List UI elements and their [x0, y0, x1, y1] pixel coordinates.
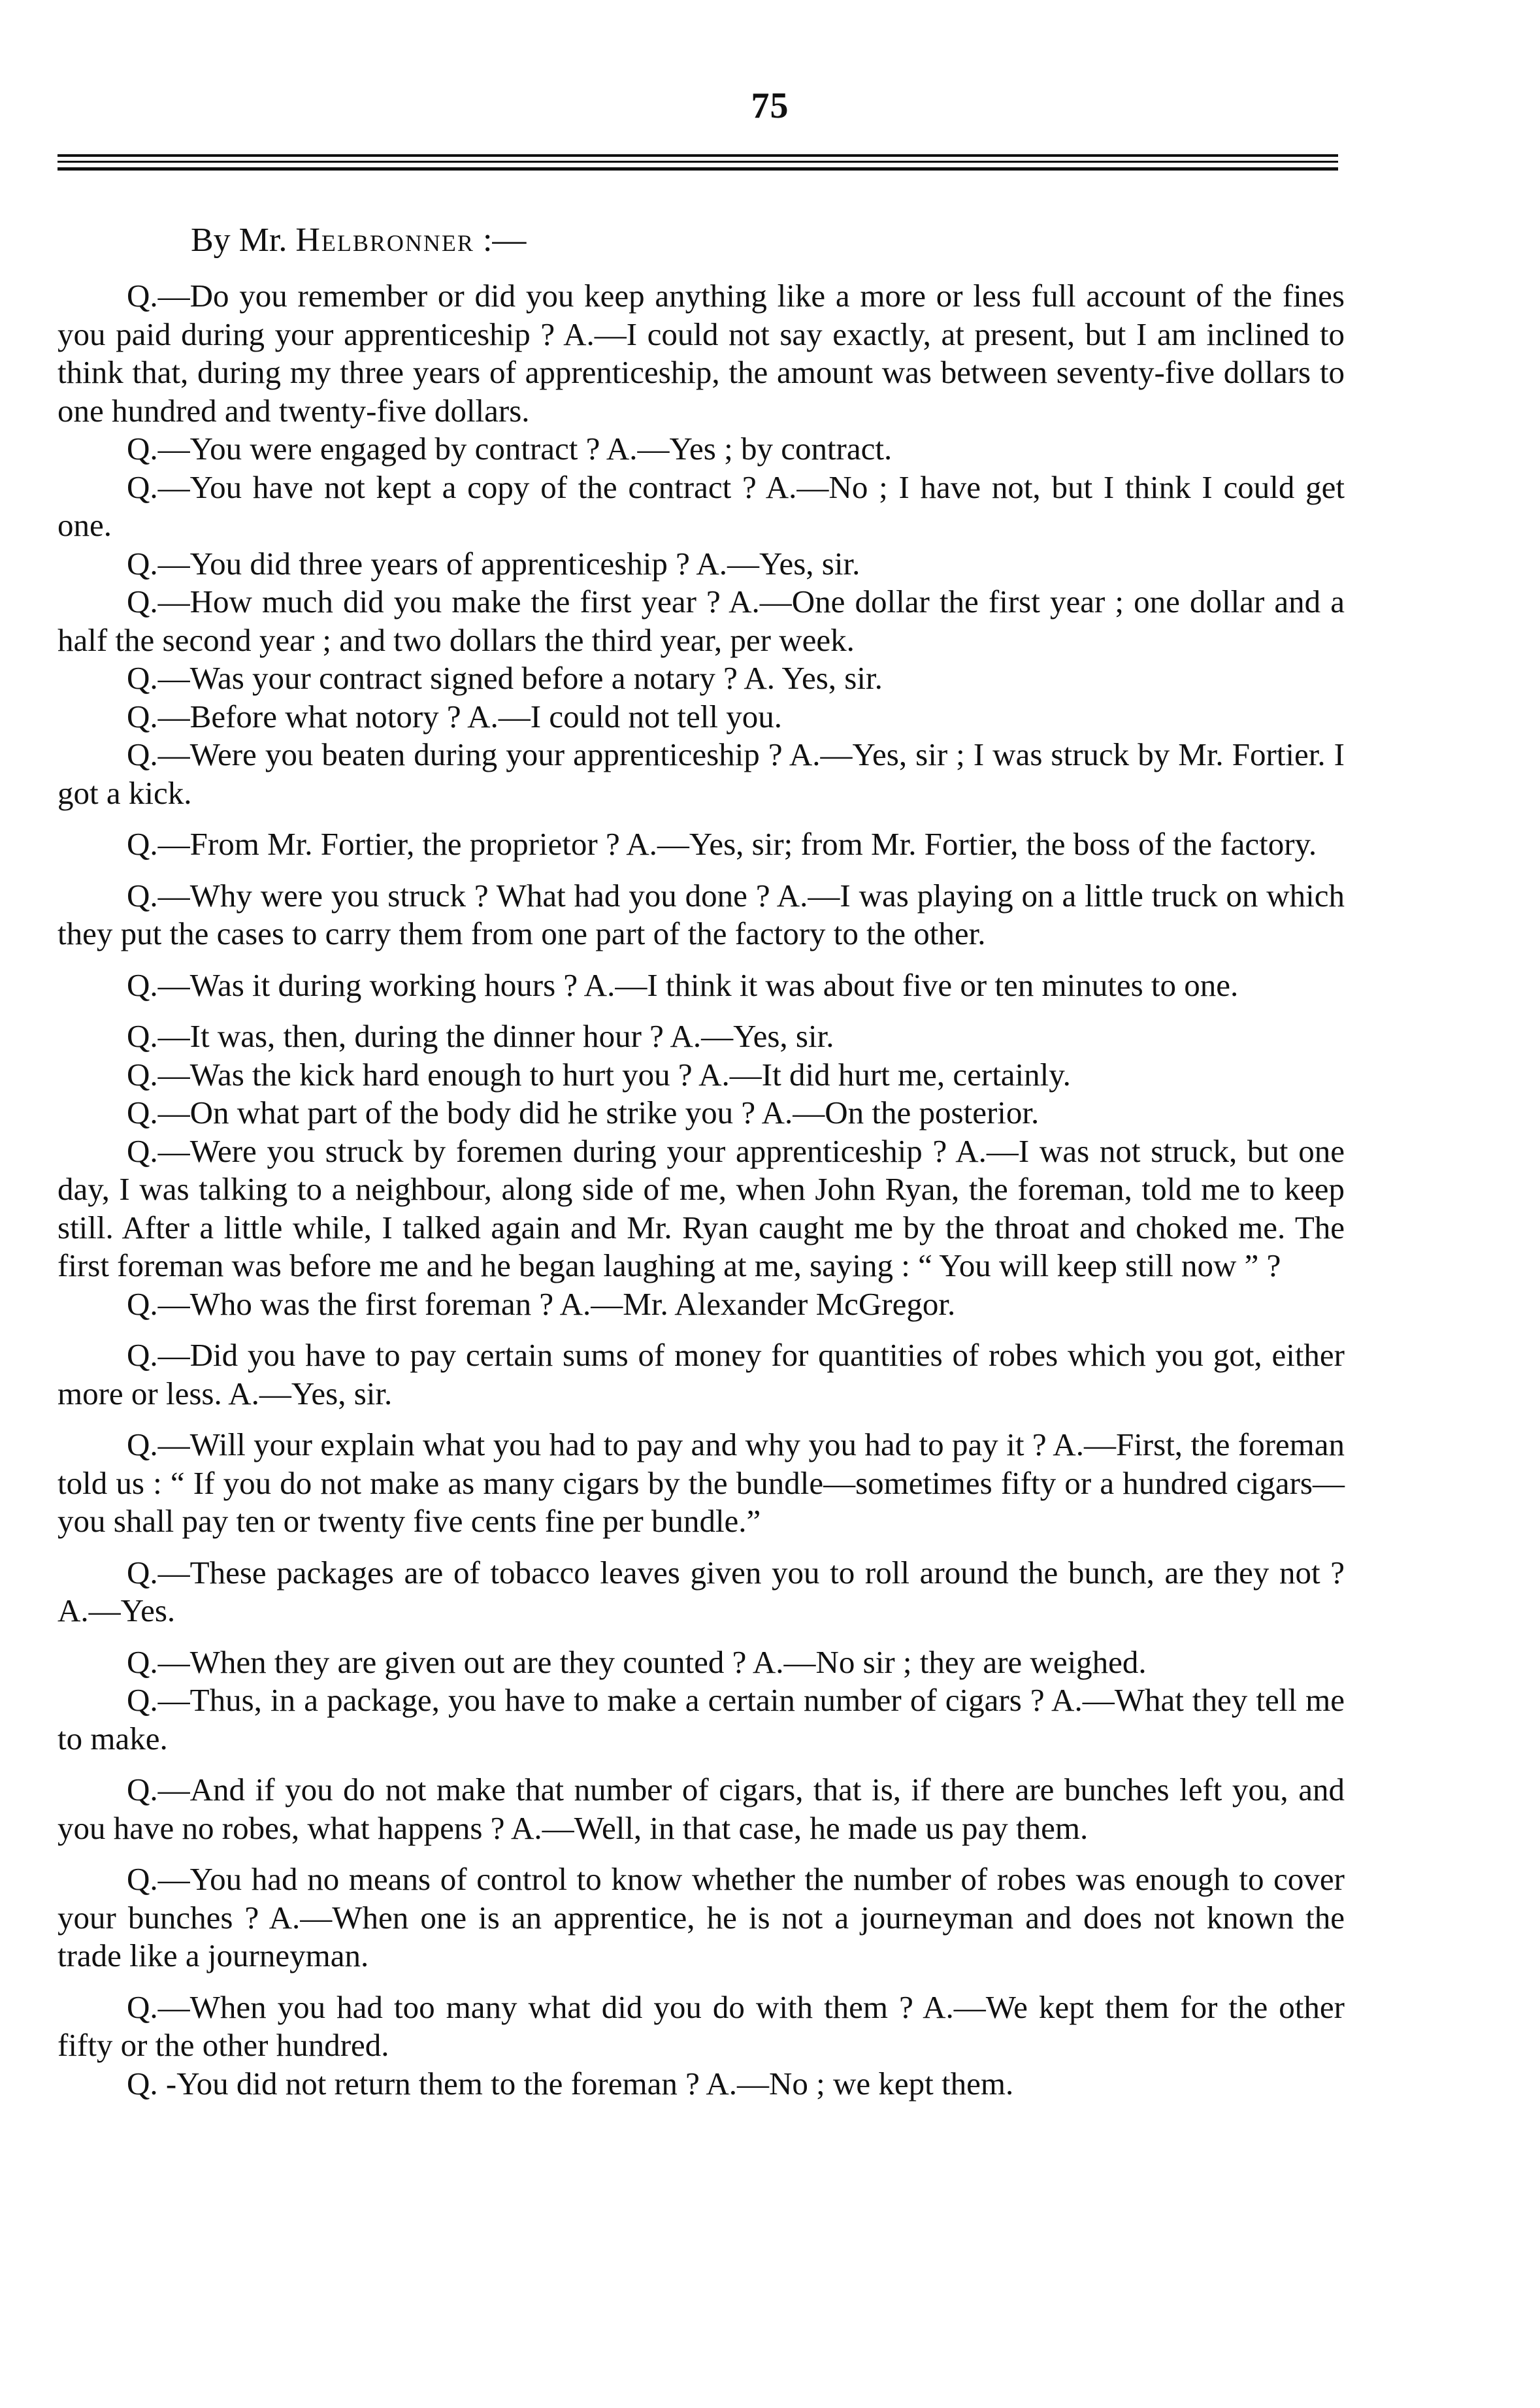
testimony-paragraph: Q.—Was your contract signed before a notary ? A. Yes, sir. [127, 660, 883, 696]
testimony-paragraph: Q.—It was, then, during the dinner hour ? A.—Yes, sir. [127, 1018, 834, 1054]
testimony-paragraph: Q. -You did not return them to the foreman ? A.—No ; we kept them. [127, 2065, 1014, 2102]
testimony-paragraph: Q.—Do you remember or did you keep anything like a more or less full account of the fines you paid during your apprenticeship ? A.—I could not say exactly, at present, but I am inclined to think that, during my three years of apprenticeship, the amount was between seventy-five dollars to one hundred and twenty-five dollars. [57, 278, 1345, 429]
testimony-paragraph: Q.—Did you have to pay certain sums of money for quantities of robes which you got, either more or less. A.—Yes, sir. [57, 1337, 1345, 1411]
heading-name: Helbronner [295, 222, 474, 259]
page-number: 75 [751, 86, 789, 126]
header-rule-bottom [57, 167, 1338, 171]
testimony-paragraph: Q.—Who was the first foreman ? A.—Mr. Alexander McGregor. [127, 1285, 956, 1322]
testimony-paragraph: Q.—How much did you make the first year ? A.—One dollar the first year ; one dollar and a half the second year ; and two dollars the third year, per week. [57, 584, 1345, 658]
testimony-paragraph: Q.—Were you beaten during your apprenticeship ? A.—Yes, sir ; I was struck by Mr. Fortier. I got a kick. [57, 736, 1345, 811]
testimony-paragraph: Q.—Was the kick hard enough to hurt you ? A.—It did hurt me, certainly. [127, 1056, 1071, 1093]
testimony-paragraph: Q.—Before what notory ? A.—I could not tell you. [127, 698, 782, 734]
testimony-paragraph: Q.—From Mr. Fortier, the proprietor ? A.—Yes, sir; from Mr. Fortier, the boss of the factory. [127, 826, 1317, 862]
testimony-paragraph: Q.—You did three years of apprenticeship ? A.—Yes, sir. [127, 545, 860, 582]
header-rule-middle [57, 161, 1338, 163]
examiner-heading [191, 221, 526, 259]
testimony-paragraph: Q.—Why were you struck ? What had you done ? A.—I was playing on a little truck on which they put the cases to carry them from one part of the factory to the other. [57, 877, 1345, 951]
header-rule-top [57, 154, 1338, 157]
testimony-paragraph: Q.—When you had too many what did you do with them ? A.—We kept them for the other fifty or the other hundred. [57, 1988, 1345, 2063]
testimony-paragraph: Q.—Thus, in a package, you have to make a certain number of cigars ? A.—What they tell me to make. [57, 1682, 1345, 1757]
testimony-paragraph: Q.—Was it during working hours ? A.—I think it was about five or ten minutes to one. [127, 966, 1239, 1003]
testimony-paragraph: Q.—These packages are of tobacco leaves given you to roll around the bunch, are they not ? A.—Yes. [57, 1554, 1345, 1628]
testimony-body [57, 277, 1345, 2103]
testimony-paragraph: Q.—And if you do not make that number of cigars, that is, if there are bunches left you, and you have no robes, what happens ? A.—Well, in that case, he made us pay them. [57, 1772, 1345, 1846]
heading-prefix: By Mr. [191, 222, 296, 259]
testimony-paragraph: Q.—You have not kept a copy of the contract ? A.—No ; I have not, but I think I could get one. [57, 469, 1345, 543]
testimony-paragraph: Q.—Were you struck by foremen during your apprenticeship ? A.—I was not struck, but one day, I was talking to a neighbour, along side of me, when John Ryan, the foreman, told me to keep still. After a little while, I talked again and Mr. Ryan caught me by the throat and choked me. The first foreman was before me and he began laughing at me, saying : “ You will keep still now ” ? [57, 1132, 1345, 1283]
testimony-paragraph: Q.—When they are given out are they counted ? A.—No sir ; they are weighed. [127, 1643, 1147, 1680]
testimony-paragraph: Q.—Will your explain what you had to pay and why you had to pay it ? A.—First, the foreman told us : “ If you do not make as many cigars by the bundle—sometimes fifty or a hundred cigars—you shall pay ten or twenty five cents fine per bundle.” [57, 1427, 1345, 1539]
heading-suffix: :— [474, 222, 527, 259]
testimony-paragraph: Q.—You were engaged by contract ? A.—Yes ; by contract. [127, 431, 893, 467]
testimony-paragraph: Q.—On what part of the body did he strike you ? A.—On the posterior. [127, 1095, 1040, 1130]
testimony-paragraph: Q.—You had no means of control to know whether the number of robes was enough to cover your bunches ? A.—When one is an apprentice, he is not a journeyman and does not known the trade like a journeyman. [57, 1861, 1345, 1973]
